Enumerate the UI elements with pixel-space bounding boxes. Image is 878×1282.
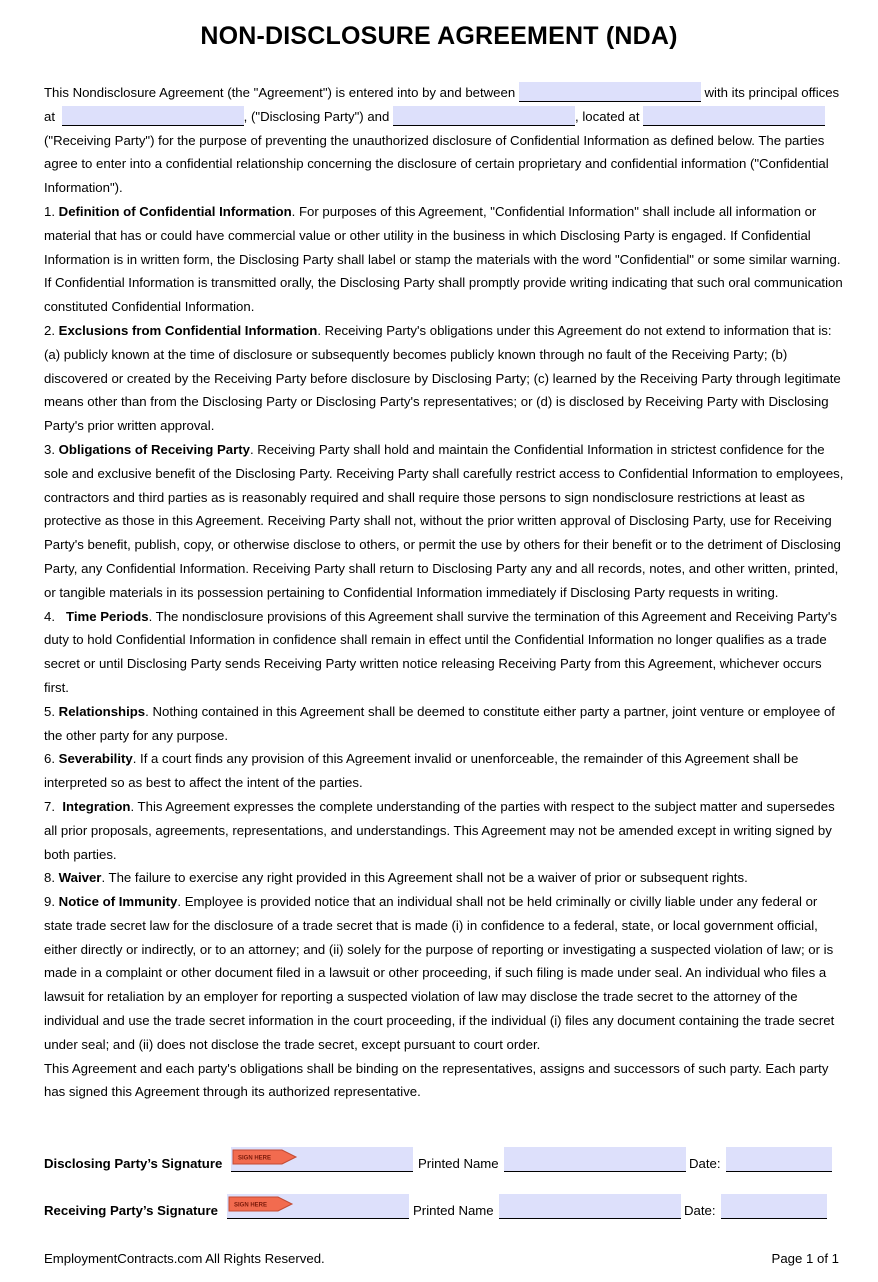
section-text: . Nothing contained in this Agreement shall be deemed to constitute either party a partner, joint venture or employee of the other party for any purpose. bbox=[44, 703, 835, 743]
section-3 bbox=[44, 438, 844, 605]
receiving-date-label: Date: bbox=[684, 1203, 716, 1218]
section-heading: Severability bbox=[58, 751, 133, 767]
section-1 bbox=[44, 200, 844, 319]
intro-text-5: ("Receiving Party") for the purpose of preventing the unauthorized disclosure of Confidential Information as defined below. The parties agree to enter into a confidential relationship concerning the disclosure of certain proprietary and confidential information ("Confidential Information"). bbox=[44, 132, 829, 196]
section-4 bbox=[44, 605, 844, 700]
receiving-party-address-field[interactable] bbox=[643, 106, 825, 126]
disclosing-party-name-field[interactable] bbox=[519, 82, 701, 102]
disclosing-signature-row bbox=[44, 1146, 834, 1172]
closing-paragraph: This Agreement and each party's obligations shall be binding on the representatives, assigns and successors of such party. Each party has signed this Agreement through its authorized representative. bbox=[44, 1060, 829, 1100]
section-text: . For purposes of this Agreement, "Confidential Information" shall include all information or material that has or could have commercial value or other utility in the business in which Disclosing Party is engaged. If Confidential Information is in written form, the Disclosing Party shall label or stamp the materials with the word "Confidential" or some similar warning. If Confidential Information is transmitted orally, the Disclosing Party shall promptly provide writing indicating that such oral communication constituted Confidential Information. bbox=[44, 203, 843, 315]
footer-copyright: EmploymentContracts.com All Rights Reserved. bbox=[44, 1251, 325, 1266]
section-heading: Obligations of Receiving Party bbox=[58, 441, 250, 457]
intro-text-2: with its principal offices at bbox=[44, 85, 840, 124]
receiving-signature-row bbox=[44, 1193, 834, 1219]
section-9 bbox=[44, 890, 844, 1057]
sign-here-tag-icon bbox=[228, 1195, 294, 1213]
intro-paragraph bbox=[44, 81, 844, 200]
section-7 bbox=[44, 795, 844, 866]
section-heading: Waiver bbox=[58, 870, 102, 886]
intro-text-1: This Nondisclosure Agreement (the "Agreement") is entered into by and between bbox=[44, 85, 516, 100]
disclosing-date-field[interactable] bbox=[726, 1147, 832, 1172]
section-6 bbox=[44, 747, 844, 795]
section-text: . Receiving Party shall hold and maintain the Confidential Information in strictest confidence for the sole and exclusive benefit of the Disclosing Party. Receiving Party shall carefully restrict access to Confidential Information to employees, contractors and third parties as is reasonably required and shall require those persons to sign nondisclosure restrictions at least as protective as those in this Agreement. Receiving Party shall not, without the prior written approval of Disclosing Party, use for Receiving Party's benefit, publish, copy, or otherwise disclose to others, or permit the use by others for their benefit or to the detriment of Disclosing Party, any Confidential Information. Receiving Party shall return to Disclosing Party any and all records, notes, and other written, printed, or tangible materials in its possession pertaining to Confidential Information immediately if Disclosing Party requests in writing. bbox=[44, 441, 844, 600]
section-text: . Employee is provided notice that an individual shall not be held criminally or civilly liable under any federal or state trade secret law for the disclosure of a trade secret that is made (i) in confidence to a federal, state, or local government official, either directly or indirectly, or to an attorney; and (ii) solely for the purpose of reporting or investigating a suspected violation of law; or is made in a complaint or other document filed in a lawsuit or other proceeding, if such filing is made under seal. An individual who files a lawsuit for retaliation by an employer for reporting a suspected violation of law may disclose the trade secret to the attorney of the individual and use the trade secret information in the court proceeding, if the individual (i) files any document containing the trade secret under seal; and (ii) does not disclose the trade secret, except pursuant to court order. bbox=[44, 894, 835, 1052]
section-heading: Exclusions from Confidential Information bbox=[58, 322, 318, 338]
disclosing-signature-field[interactable] bbox=[231, 1147, 413, 1172]
receiving-date-field[interactable] bbox=[721, 1194, 827, 1219]
section-text: . This Agreement expresses the complete understanding of the parties with respect to the subject matter and supersedes all prior proposals, agreements, representations, and understandings. This Agreement may not be amended except in writing signed by both parties. bbox=[44, 798, 835, 862]
section-8 bbox=[44, 866, 844, 890]
receiving-printed-name-field[interactable] bbox=[499, 1194, 681, 1219]
section-heading: Definition of Confidential Information bbox=[58, 203, 292, 219]
sign-here-tag-text: SIGN HERE bbox=[234, 1202, 268, 1209]
section-text: . The nondisclosure provisions of this Agreement shall survive the termination of this Agreement and Receiving Party's duty to hold Confidential Information in confidence shall remain in effect until the Confidential Information no longer qualifies as a trade secret or until Disclosing Party sends Receiving Party written notice releasing Receiving Party from this Agreement, whichever occurs first. bbox=[44, 608, 837, 695]
receiving-signature-field[interactable] bbox=[227, 1194, 409, 1219]
disclosing-printed-name-label: Printed Name bbox=[418, 1156, 499, 1171]
section-text: . Receiving Party's obligations under this Agreement do not extend to information that is: (a) publicly known at the time of disclosure or subsequently becomes publicly known through no fault of the Receiving Party; (b) discovered or created by the Receiving Party before disclosure by Disclosing Party; (c) learned by the Receiving Party through legitimate means other than from the Disclosing Party or Disclosing Party's representatives; or (d) is disclosed by Receiving Party with Disclosing Party's prior written approval. bbox=[44, 322, 841, 434]
section-number: 6. bbox=[44, 751, 55, 767]
disclosing-date-label: Date: bbox=[689, 1156, 721, 1171]
disclosing-printed-name-field[interactable] bbox=[504, 1147, 686, 1172]
receiving-printed-name-label: Printed Name bbox=[413, 1203, 494, 1218]
section-number: 3. bbox=[44, 441, 55, 457]
sign-here-tag-text: SIGN HERE bbox=[238, 1155, 272, 1162]
intro-text-3: , ("Disclosing Party") and bbox=[243, 108, 390, 124]
section-number: 9. bbox=[44, 894, 55, 910]
receiving-signature-label: Receiving Party’s Signature bbox=[44, 1203, 218, 1218]
disclosing-signature-label: Disclosing Party’s Signature bbox=[44, 1156, 223, 1171]
section-heading: Integration bbox=[62, 798, 131, 814]
section-text: . The failure to exercise any right provided in this Agreement shall not be a waiver of prior or subsequent rights. bbox=[101, 870, 748, 886]
section-number: 2. bbox=[44, 322, 55, 338]
intro-text-4: , located at bbox=[575, 108, 640, 124]
section-number: 7. bbox=[44, 798, 55, 814]
section-text: . If a court finds any provision of this Agreement invalid or unenforceable, the remainder of this Agreement shall be interpreted so as best to affect the intent of the parties. bbox=[44, 751, 799, 791]
section-heading: Relationships bbox=[58, 703, 146, 719]
section-5 bbox=[44, 700, 844, 748]
section-heading: Notice of Immunity bbox=[58, 894, 178, 910]
section-number: 4. bbox=[44, 608, 55, 624]
document-title: NON-DISCLOSURE AGREEMENT (NDA) bbox=[200, 22, 678, 50]
section-number: 5. bbox=[44, 703, 55, 719]
sign-here-tag-icon bbox=[232, 1148, 298, 1166]
disclosing-party-address-field[interactable] bbox=[62, 106, 244, 126]
section-number: 8. bbox=[44, 870, 55, 886]
section-heading: Time Periods bbox=[66, 608, 149, 624]
agreement-body bbox=[44, 81, 844, 1104]
footer-page-number: Page 1 of 1 bbox=[771, 1251, 839, 1266]
section-2 bbox=[44, 319, 844, 438]
receiving-party-name-field[interactable] bbox=[393, 106, 575, 126]
section-number: 1. bbox=[44, 203, 55, 219]
